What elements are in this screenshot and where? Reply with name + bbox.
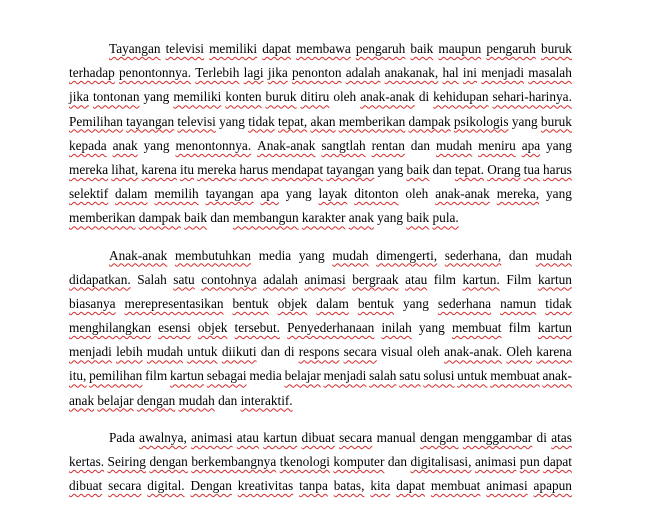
text-line bbox=[69, 426, 572, 450]
word: tayangan bbox=[205, 186, 254, 202]
word: batas, bbox=[333, 478, 365, 494]
word: Seiring bbox=[107, 454, 146, 469]
word: akan bbox=[310, 113, 336, 129]
word: konten bbox=[225, 89, 262, 105]
word: mudah bbox=[435, 137, 473, 153]
word: media bbox=[249, 368, 282, 384]
word: jika bbox=[69, 89, 89, 105]
text-line bbox=[69, 340, 572, 364]
word: penonton bbox=[292, 65, 342, 81]
word: anak bbox=[69, 392, 95, 408]
paragraph bbox=[69, 37, 572, 231]
word: tua bbox=[523, 161, 540, 177]
word: tontonan bbox=[92, 89, 140, 105]
word: dalam bbox=[115, 186, 148, 202]
word: karakter bbox=[301, 210, 346, 226]
text-line bbox=[69, 244, 572, 268]
word: mereka, bbox=[496, 186, 540, 202]
word: yang bbox=[511, 113, 538, 129]
word: bergraak bbox=[352, 271, 399, 287]
word: apa bbox=[260, 186, 279, 202]
word: biasanya bbox=[69, 295, 116, 311]
word: esensi bbox=[158, 320, 191, 336]
word: dampak bbox=[138, 210, 181, 226]
word: baik bbox=[410, 41, 434, 56]
word: yang bbox=[143, 89, 170, 105]
word: mereka bbox=[69, 161, 109, 177]
word: dalam bbox=[316, 295, 349, 311]
word: Terlebih bbox=[195, 65, 240, 81]
word: solusi bbox=[423, 368, 455, 384]
word: berkembangnya bbox=[191, 454, 277, 469]
word: membuat bbox=[430, 478, 481, 494]
word: karena bbox=[536, 344, 572, 360]
word: yang bbox=[285, 186, 312, 202]
text-line bbox=[69, 292, 572, 316]
word: dampak bbox=[408, 113, 451, 129]
word: atas bbox=[551, 429, 572, 445]
word: belajar bbox=[97, 392, 134, 408]
text-line bbox=[69, 364, 572, 388]
word: ini bbox=[462, 65, 477, 81]
word: belajar bbox=[284, 368, 321, 384]
word: baik bbox=[406, 161, 430, 177]
word: kita bbox=[370, 478, 391, 494]
word: di bbox=[284, 344, 295, 360]
word: di bbox=[536, 429, 547, 445]
word: selektif bbox=[69, 186, 109, 202]
document-body[interactable] bbox=[69, 37, 572, 511]
word: digitalisasi, bbox=[410, 454, 472, 469]
word: buruk bbox=[540, 41, 572, 56]
text-line bbox=[69, 85, 572, 109]
word: anak- bbox=[542, 368, 572, 384]
word: pemilihan bbox=[89, 368, 143, 384]
word: sehari-harinya. bbox=[492, 89, 572, 105]
word: kehidupan bbox=[433, 89, 489, 105]
word: secara bbox=[339, 429, 373, 445]
paragraph bbox=[69, 426, 572, 499]
word: kartun bbox=[537, 320, 572, 336]
word: Film bbox=[506, 271, 532, 287]
word: harus bbox=[543, 161, 572, 177]
text-line bbox=[69, 450, 572, 474]
word: untuk bbox=[457, 368, 488, 384]
word: dengan bbox=[149, 454, 188, 469]
word: memberikan bbox=[338, 113, 406, 129]
word: dengan bbox=[420, 429, 459, 445]
word: anak bbox=[112, 137, 138, 153]
word: Anak-anak bbox=[109, 247, 168, 263]
word: tepat. bbox=[454, 161, 485, 177]
word: menghilangkan bbox=[69, 320, 151, 336]
word: satu bbox=[173, 271, 195, 287]
word: oleh bbox=[417, 344, 440, 360]
word: membuat bbox=[490, 368, 540, 384]
word: dan bbox=[410, 137, 430, 153]
text-line bbox=[69, 316, 572, 340]
word: anak-anak bbox=[435, 186, 490, 202]
word: dan bbox=[432, 161, 452, 177]
word: secara bbox=[343, 344, 377, 360]
word: anak bbox=[348, 210, 374, 226]
word: psikologis bbox=[453, 113, 509, 129]
word: hal bbox=[442, 65, 459, 81]
word: atau bbox=[236, 429, 259, 445]
word: baik bbox=[184, 210, 208, 226]
word: rentan bbox=[371, 137, 405, 153]
word: membawa bbox=[296, 41, 351, 56]
word: Dengan bbox=[190, 478, 232, 494]
word: respons bbox=[298, 344, 340, 360]
word: tidak bbox=[248, 113, 275, 129]
word: buruk bbox=[265, 89, 297, 105]
word: interaktif. bbox=[240, 392, 293, 408]
word: dan bbox=[210, 210, 230, 226]
word: tayangan bbox=[326, 161, 375, 177]
word: Pada bbox=[109, 429, 135, 445]
word: anak-anak. bbox=[444, 344, 503, 360]
word: sederhana bbox=[437, 295, 492, 311]
word: menggambar bbox=[462, 429, 533, 445]
word: terhadap bbox=[69, 65, 115, 81]
word: contohnya bbox=[201, 271, 257, 287]
word: film bbox=[145, 368, 168, 384]
word: dan bbox=[260, 344, 280, 360]
word: memiliki bbox=[173, 89, 222, 105]
word: anak-anak bbox=[360, 89, 415, 105]
word: pula. bbox=[432, 210, 459, 226]
word: di bbox=[418, 89, 430, 105]
word: manual bbox=[376, 429, 416, 445]
word: adalah bbox=[345, 65, 381, 81]
word: dan bbox=[508, 247, 529, 263]
word: sangtlah bbox=[321, 137, 366, 153]
word: tkenologi bbox=[279, 454, 330, 469]
word: lihat, bbox=[111, 161, 139, 177]
word: Orang bbox=[487, 161, 521, 177]
word: jika bbox=[267, 65, 288, 81]
word: kreativitas bbox=[237, 478, 294, 494]
word: sederhana, bbox=[444, 247, 502, 263]
word: Tayangan bbox=[109, 41, 161, 56]
word: pun bbox=[519, 454, 540, 469]
word: kartun bbox=[263, 429, 298, 445]
word: dapat bbox=[543, 454, 572, 469]
word: pengaruh bbox=[486, 41, 536, 56]
word: animasi bbox=[304, 271, 346, 287]
word: mudah bbox=[146, 344, 184, 360]
word: ditiru bbox=[300, 89, 330, 105]
word: dibuat bbox=[69, 478, 103, 494]
word: salah bbox=[369, 368, 397, 384]
word: satu bbox=[399, 368, 421, 384]
word: awalnya, bbox=[139, 429, 187, 445]
word: Salah bbox=[137, 271, 167, 287]
word: yang bbox=[298, 247, 325, 263]
word: Pemilihan bbox=[69, 113, 123, 129]
word: kertas. bbox=[69, 454, 105, 469]
word: buruk bbox=[540, 113, 572, 129]
word: tayangan bbox=[126, 113, 175, 129]
word: digital. bbox=[147, 478, 185, 494]
word: tersebut. bbox=[234, 320, 280, 336]
word: apapun bbox=[533, 478, 572, 494]
word: media bbox=[258, 247, 292, 263]
word: adalah bbox=[263, 271, 298, 287]
word: penontonnya. bbox=[119, 65, 192, 81]
word: yang bbox=[546, 137, 572, 153]
word: merepresentasikan bbox=[124, 295, 224, 311]
word: meniru bbox=[478, 137, 516, 153]
word: komputer bbox=[333, 454, 385, 469]
text-line bbox=[69, 389, 572, 413]
word: menontonnya. bbox=[175, 137, 252, 153]
word: yang bbox=[143, 137, 170, 153]
word: dan bbox=[387, 454, 408, 469]
word: inilah bbox=[381, 320, 412, 336]
word: tanpa bbox=[299, 478, 328, 494]
word: dengan bbox=[136, 392, 176, 408]
word: masalah bbox=[528, 65, 572, 81]
word: dibuat bbox=[301, 429, 335, 445]
word: objek bbox=[277, 295, 308, 311]
word: Penyederhanaan bbox=[287, 320, 375, 336]
word: dapat bbox=[396, 478, 425, 494]
word: Oleh bbox=[506, 344, 533, 360]
word: memiliki bbox=[209, 41, 258, 56]
word: dimengerti, bbox=[376, 247, 438, 263]
word: yang bbox=[377, 210, 404, 226]
word: atau bbox=[405, 271, 428, 287]
text-line bbox=[69, 474, 572, 498]
text-line bbox=[69, 61, 572, 85]
word: yang bbox=[546, 186, 572, 202]
word: menjadi bbox=[481, 65, 525, 81]
text-line bbox=[69, 37, 572, 61]
word: menjadi bbox=[323, 368, 367, 384]
word: membutuhkan bbox=[174, 247, 252, 263]
word: lebih bbox=[116, 344, 143, 360]
word: oleh bbox=[333, 89, 357, 105]
word: didapatkan. bbox=[69, 271, 131, 287]
word: kepada bbox=[69, 137, 107, 153]
word: animasi bbox=[486, 478, 528, 494]
word: memberikan bbox=[69, 210, 136, 226]
word: yang bbox=[418, 320, 445, 336]
word: itu bbox=[180, 161, 195, 177]
text-line bbox=[69, 158, 572, 182]
word: membuat bbox=[451, 320, 502, 336]
word: namun bbox=[500, 295, 537, 311]
word: film bbox=[433, 271, 456, 287]
word: animasi bbox=[474, 454, 517, 469]
word: yang bbox=[403, 295, 429, 311]
word: maupun bbox=[438, 41, 482, 56]
word: visual bbox=[381, 344, 413, 360]
word: mereka bbox=[197, 161, 237, 177]
word: tidak bbox=[545, 295, 572, 311]
word: ditonton bbox=[354, 186, 399, 202]
word: layak bbox=[318, 186, 348, 202]
word: diikuti bbox=[221, 344, 257, 360]
word: mendapat bbox=[271, 161, 324, 177]
word: memilih bbox=[154, 186, 199, 202]
word: karena bbox=[141, 161, 177, 177]
word: bentuk bbox=[232, 295, 269, 311]
word: bentuk bbox=[357, 295, 395, 311]
word: menjadi bbox=[69, 344, 112, 360]
word: pengaruh bbox=[355, 41, 406, 56]
word: objek bbox=[197, 320, 228, 336]
word: untuk bbox=[187, 344, 218, 360]
paragraph bbox=[69, 244, 572, 413]
word: kartun bbox=[537, 271, 572, 287]
text-line bbox=[69, 268, 572, 292]
text-line bbox=[69, 182, 572, 206]
word: tepat, bbox=[278, 113, 308, 129]
word: dan bbox=[218, 392, 238, 408]
word: kartun bbox=[169, 368, 204, 384]
word: baik bbox=[406, 210, 430, 226]
word: animasi bbox=[191, 429, 233, 445]
word: dapat bbox=[262, 41, 291, 56]
word: oleh bbox=[405, 186, 429, 202]
text-line bbox=[69, 206, 572, 230]
text-line bbox=[69, 134, 572, 158]
word: apa bbox=[521, 137, 541, 153]
word: yang bbox=[377, 161, 404, 177]
word: televisi bbox=[165, 41, 204, 56]
word: itu, bbox=[69, 368, 87, 384]
word: kartun. bbox=[462, 271, 500, 287]
word: lagi bbox=[243, 65, 264, 81]
word: televisi bbox=[177, 113, 216, 129]
word: secara bbox=[108, 478, 142, 494]
word: anakanak, bbox=[384, 65, 439, 81]
word: film bbox=[508, 320, 531, 336]
word: mudah bbox=[332, 247, 369, 263]
word: Anak-anak bbox=[257, 137, 316, 153]
word: sebagai bbox=[206, 368, 247, 384]
word: yang bbox=[219, 113, 245, 129]
word: mudah bbox=[535, 247, 572, 263]
text-line bbox=[69, 110, 572, 134]
word: membangun bbox=[232, 210, 299, 226]
word: harus bbox=[239, 161, 269, 177]
word: mudah bbox=[178, 392, 215, 408]
